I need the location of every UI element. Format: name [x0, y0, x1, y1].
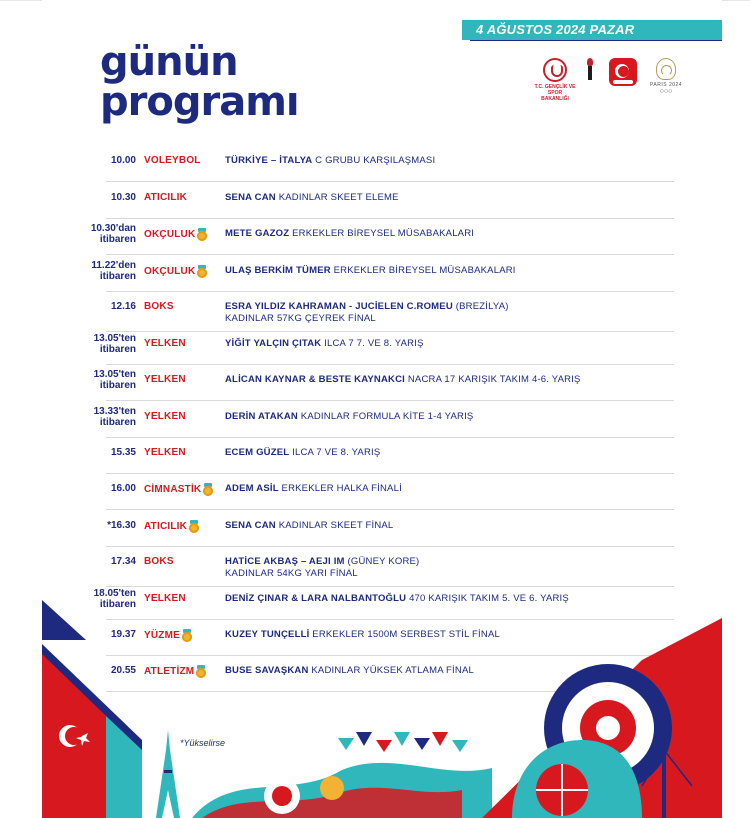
- event-sport: [144, 228, 207, 240]
- schedule-row: [42, 185, 722, 219]
- sport-label: CİMNASTİK: [144, 484, 202, 495]
- event-time: 15.35: [110, 447, 136, 458]
- sponsor-logos: [534, 58, 722, 104]
- event-time: *16.30: [107, 520, 136, 531]
- sport-label: YELKEN: [144, 338, 186, 349]
- ministry-logo: [534, 58, 576, 102]
- bridge-tower-icon: [662, 750, 666, 818]
- olympic-rings-icon: ○○○: [659, 88, 673, 95]
- sport-label: ATLETİZM: [144, 666, 195, 677]
- athlete-names: DENİZ ÇINAR & LARA NALBANTOĞLU: [225, 593, 407, 604]
- event-detail: [225, 483, 685, 495]
- event-description: ERKEKLER BİREYSEL MÜSABAKALARI: [333, 265, 516, 276]
- athlete-names: SENA CAN: [225, 192, 276, 203]
- schedule-row: [42, 221, 722, 255]
- turkey-flag-icon: [609, 58, 637, 86]
- event-time: 16.00: [110, 483, 136, 494]
- sport-label: VOLEYBOL: [144, 155, 201, 166]
- row-divider: [106, 291, 674, 292]
- event-description: ILCA 7 VE 8. YARIŞ: [292, 447, 381, 458]
- title-line-2: programı: [100, 79, 299, 125]
- date-banner: 4 AĞUSTOS 2024 PAZAR: [462, 20, 722, 40]
- event-detail: [225, 447, 685, 459]
- event-sport: [144, 556, 174, 567]
- athlete-names: ULAŞ BERKİM TÜMER: [225, 265, 331, 276]
- athlete-names: ESRA YILDIZ KAHRAMAN - JUCİELEN C.ROMEU: [225, 301, 453, 312]
- navy-triangle-shape: [42, 600, 86, 640]
- event-sport: [144, 301, 174, 312]
- event-time: 18.05'ten itibaren: [93, 588, 136, 610]
- sport-label: ATICILIK: [144, 521, 188, 532]
- athlete-names: ADEM ASİL: [225, 483, 279, 494]
- event-detail: [225, 411, 685, 423]
- event-description: (BREZİLYA): [455, 301, 509, 312]
- event-detail: [225, 520, 685, 532]
- sport-label: YÜZME: [144, 630, 180, 641]
- event-time: 20.55: [110, 665, 136, 676]
- sport-label: BOKS: [144, 556, 174, 567]
- torch-icon: [585, 58, 595, 80]
- sport-label: ATICILIK: [144, 192, 188, 203]
- schedule-row: [42, 549, 722, 587]
- decorative-artwork: [42, 600, 722, 818]
- medal-icon: [197, 228, 207, 240]
- row-divider: [106, 400, 674, 401]
- event-description: NACRA 17 KARIŞIK TAKIM 4-6. YARIŞ: [407, 374, 581, 385]
- schedule-row: [42, 513, 722, 547]
- title-line-1: günün: [100, 39, 238, 85]
- athlete-names: KUZEY TUNÇELLİ: [225, 629, 310, 640]
- event-sport: [144, 338, 186, 349]
- athlete-names: DERİN ATAKAN: [225, 411, 298, 422]
- event-sport: [144, 374, 186, 385]
- event-description-line2: KADINLAR 57KG ÇEYREK FİNAL: [225, 313, 376, 324]
- event-time: 11.22'den itibaren: [91, 260, 136, 282]
- row-divider: [106, 181, 674, 182]
- event-description: C GRUBU KARŞILAŞMASI: [315, 155, 436, 166]
- row-divider: [106, 218, 674, 219]
- event-sport: [144, 411, 186, 422]
- athlete-names: YİĞİT YALÇIN ÇITAK: [225, 338, 322, 349]
- event-detail: [225, 192, 685, 204]
- event-detail: [225, 155, 685, 167]
- schedule-row: [42, 440, 722, 474]
- event-detail: [225, 265, 685, 277]
- ministry-caption: T.C. GENÇLİK VE SPOR BAKANLIĞI: [534, 84, 576, 102]
- athlete-names: TÜRKİYE – İTALYA: [225, 155, 313, 166]
- event-time: 10.00: [110, 155, 136, 166]
- event-detail: [225, 228, 685, 240]
- schedule-row: [42, 258, 722, 292]
- footnote: *Yükselirse: [180, 738, 226, 748]
- event-sport: [144, 265, 207, 277]
- sport-label: YELKEN: [144, 593, 186, 604]
- event-time: 13.05'ten itibaren: [93, 369, 136, 391]
- event-time: 10.30'dan itibaren: [90, 223, 136, 245]
- eiffel-tower-icon: [156, 730, 180, 818]
- page-title: [100, 39, 299, 125]
- paris-flame-icon: [656, 58, 676, 80]
- event-time: 13.05'ten itibaren: [93, 333, 136, 355]
- athlete-names: SENA CAN: [225, 520, 276, 531]
- event-description: ERKEKLER BİREYSEL MÜSABAKALARI: [292, 228, 475, 239]
- event-time: 19.37: [110, 629, 136, 640]
- schedule-row: [42, 404, 722, 438]
- event-description: ILCA 7 7. VE 8. YARIŞ: [324, 338, 424, 349]
- athlete-names: ECEM GÜZEL: [225, 447, 290, 458]
- event-detail: [225, 301, 685, 325]
- paris-caption: PARIS 2024: [649, 82, 683, 88]
- event-time: 12.16: [110, 301, 136, 312]
- athlete-names: HATİCE AKBAŞ – AEJI IM: [225, 556, 345, 567]
- row-divider: [106, 254, 674, 255]
- event-sport: [144, 520, 199, 532]
- schedule-row: [42, 331, 722, 365]
- event-sport: [144, 155, 201, 166]
- event-detail: [225, 338, 685, 350]
- event-description-line2: KADINLAR 54KG YARI FİNAL: [225, 568, 358, 579]
- event-description: (GÜNEY KORE): [347, 556, 420, 567]
- sport-label: BOKS: [144, 301, 174, 312]
- event-time: 10.30: [110, 192, 136, 203]
- sport-label: OKÇULUK: [144, 229, 196, 240]
- row-divider: [106, 437, 674, 438]
- event-description: KADINLAR YÜKSEK ATLAMA FİNAL: [311, 665, 474, 676]
- event-description: ERKEKLER 1500M SERBEST STİL FİNAL: [312, 629, 500, 640]
- schedule-row: [42, 148, 722, 182]
- event-sport: [144, 192, 187, 203]
- medal-icon: [203, 483, 213, 495]
- athlete-names: METE GAZOZ: [225, 228, 290, 239]
- sport-label: YELKEN: [144, 447, 186, 458]
- event-description: KADINLAR SKEET FİNAL: [278, 520, 394, 531]
- row-divider: [106, 473, 674, 474]
- paris-2024-logo: [644, 58, 688, 95]
- schedule-row: [42, 476, 722, 510]
- daily-program-poster: [42, 0, 722, 818]
- sport-label: YELKEN: [144, 374, 186, 385]
- sport-label: OKÇULUK: [144, 266, 196, 277]
- event-sport: [144, 483, 213, 495]
- sport-label: YELKEN: [144, 411, 186, 422]
- event-description: KADINLAR SKEET ELEME: [278, 192, 399, 203]
- event-detail: [225, 374, 685, 386]
- event-description: KADINLAR FORMULA KİTE 1-4 YARIŞ: [300, 411, 474, 422]
- schedule-row: [42, 367, 722, 401]
- ministry-emblem-icon: [543, 58, 567, 82]
- event-sport: [144, 447, 186, 458]
- turkey-team-logo: [608, 58, 638, 86]
- event-detail: [225, 556, 685, 580]
- schedule-row: [42, 294, 722, 332]
- event-time: 13.33'ten itibaren: [93, 406, 136, 428]
- athlete-names: BUSE SAVAŞKAN: [225, 665, 309, 676]
- olympic-committee-logo: [580, 58, 600, 80]
- event-description: 470 KARIŞIK TAKIM 5. VE 6. YARIŞ: [409, 593, 569, 604]
- row-divider: [106, 364, 674, 365]
- medal-icon: [197, 265, 207, 277]
- medal-icon: [189, 520, 199, 532]
- row-divider: [106, 509, 674, 510]
- event-description: ERKEKLER HALKA FİNALİ: [281, 483, 402, 494]
- row-divider: [106, 546, 674, 547]
- event-time: 17.34: [110, 556, 136, 567]
- athlete-names: ALİCAN KAYNAR & BESTE KAYNAKCI: [225, 374, 406, 385]
